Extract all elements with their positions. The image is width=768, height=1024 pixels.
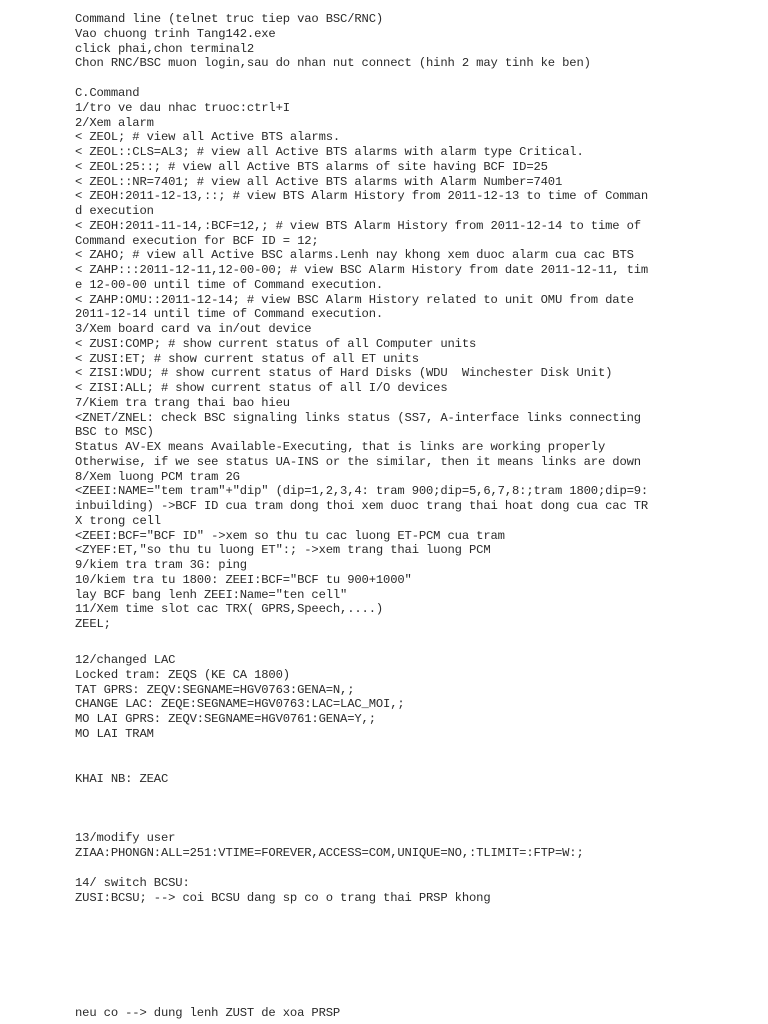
text-line: ZEEL; [75,617,111,631]
text-line: <ZYEF:ET,"so thu tu luong ET":; ->xem trang thai luong PCM [75,543,491,558]
text-line: e 12-00-00 until time of Command execution. [75,277,384,292]
text-line: < ZAHO; # view all Active BSC alarms.Lenh nay khong xem duoc alarm cua cac BTS [75,248,634,263]
text-line: < ZEOL; # view all Active BTS alarms. [75,130,341,145]
section-heading: 14/ switch BCSU: [75,876,190,890]
text-line: < ZEOH:2011-11-14,:BCF=12,; # view BTS Alarm History from 2011-12-14 to time of [75,218,641,233]
text-line: < ZEOL::NR=7401; # view all Active BTS alarms with Alarm Number=7401 [75,174,563,189]
text-line: < ZISI:ALL; # show current status of all I/O devices [75,381,448,395]
text-line: < ZAHP:::2011-12-11,12-00-00; # view BSC Alarm History from date 2011-12-11, tim [75,263,649,277]
text-line: neu co --> dung lenh ZUST de xoa PRSP [75,1006,341,1020]
text-line: 10/kiem tra tu 1800: ZEEI:BCF="BCF tu 900+1000" [75,572,412,587]
modify-user-section [75,831,695,861]
text-line: BSC to MSC) [75,425,154,440]
text-line: 9/kiem tra tram 3G: ping [75,558,247,572]
footer-line [75,1006,695,1021]
text-line: <ZEEI:NAME="tem tram"+"dip" (dip=1,2,3,4: tram 900;dip=5,6,7,8:;tram 1800;dip=9: [75,484,649,499]
section-heading: 13/modify user [75,831,176,845]
text-line: <ZEEI:BCF="BCF ID" ->xem so thu tu cac luong ET-PCM cua tram [75,528,505,543]
text-line: 2011-12-14 until time of Command execution. [75,307,384,322]
text-line: 7/Kiem tra trang thai bao hieu [75,395,290,410]
text-line: Status AV-EX means Available-Executing, that is links are working properly [75,440,606,454]
change-lac-section [75,653,695,742]
text-line: < ZUSI:ET; # show current status of all ET units [75,351,419,366]
text-line: KHAI NB: ZEAC [75,772,169,786]
text-line: 3/Xem board card va in/out device [75,322,312,336]
text-line: Locked tram: ZEQS (KE CA 1800) [75,667,290,682]
text-line: Command execution for BCF ID = 12; [75,233,319,248]
text-line: <ZNET/ZNEL: check BSC signaling links status (SS7, A-interface links connecting [75,410,641,425]
text-line: 8/Xem luong PCM tram 2G [75,469,240,484]
text-line: Chon RNC/BSC muon login,sau do nhan nut connect (hinh 2 may tinh ke ben) [75,56,591,71]
text-line: ZIAA:PHONGN:ALL=251:VTIME=FOREVER,ACCESS=COM,UNIQUE=NO,:TLIMIT=:FTP=W:; [75,845,584,860]
text-line: < ZEOL:25::; # view all Active BTS alarms of site having BCF ID=25 [75,159,548,174]
command-section [75,86,695,632]
text-line: Vao chuong trinh Tang142.exe [75,26,276,41]
text-line: ZUSI:BCSU; --> coi BCSU dang sp co o trang thai PRSP khong [75,890,491,905]
text-line: 2/Xem alarm [75,115,154,130]
text-line: 1/tro ve dau nhac truoc:ctrl+I [75,100,290,115]
text-line: < ZEOL::CLS=AL3; # view all Active BTS alarms with alarm type Critical. [75,145,584,159]
text-line: < ZISI:WDU; # show current status of Hard Disks (WDU Winchester Disk Unit) [75,366,613,381]
text-line: TAT GPRS: ZEQV:SEGNAME=HGV0763:GENA=N,; [75,682,355,697]
section-heading: 12/changed LAC [75,653,176,667]
text-line: MO LAI GPRS: ZEQV:SEGNAME=HGV0761:GENA=Y,; [75,712,376,726]
text-line: 11/Xem time slot cac TRX( GPRS,Speech,....) [75,602,384,617]
khai-nb-section [75,772,695,787]
text-line: lay BCF bang lenh ZEEI:Name="ten cell" [75,587,348,602]
switch-bcsu-section [75,876,695,906]
text-line: < ZAHP:OMU::2011-12-14; # view BSC Alarm History related to unit OMU from date [75,292,634,307]
section-heading: C.Command [75,86,140,100]
text-line: X trong cell [75,513,161,528]
text-line: d execution [75,204,154,218]
intro-section [75,12,695,71]
text-line: Otherwise, if we see status UA-INS or the similar, then it means links are down [75,454,641,469]
text-line: Command line (telnet truc tiep vao BSC/RNC) [75,12,384,26]
text-line: < ZEOH:2011-12-13,::; # view BTS Alarm History from 2011-12-13 to time of Comman [75,189,649,204]
text-line: CHANGE LAC: ZEQE:SEGNAME=HGV0763:LAC=LAC_MOI,; [75,697,405,712]
text-line: inbuilding) ->BCF ID cua tram dong thoi xem duoc trang thai hoat dong cua cac TR [75,499,649,513]
text-line: MO LAI TRAM [75,726,154,741]
text-line: < ZUSI:COMP; # show current status of all Computer units [75,336,477,351]
text-line: click phai,chon terminal2 [75,41,255,56]
